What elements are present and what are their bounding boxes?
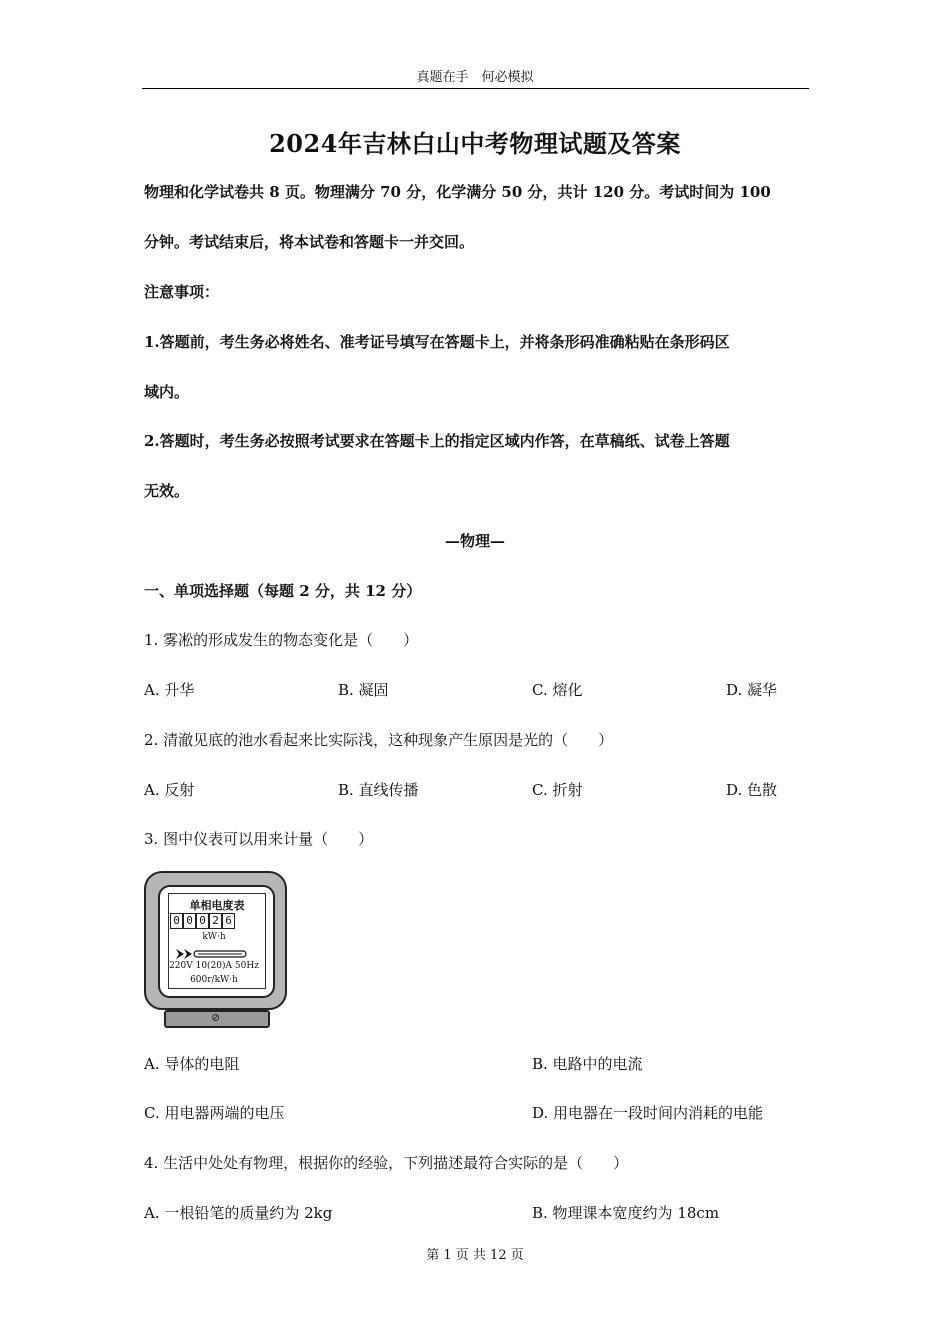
question-1-option-a: A. 升华 <box>144 681 195 699</box>
header-rule <box>142 88 809 89</box>
meter-disc-icon: ⊘ <box>211 1011 221 1024</box>
page-header: 真题在手 何必模拟 <box>416 70 534 85</box>
note-2-line-2: 无效。 <box>144 482 190 500</box>
question-4-option-a: A. 一根铅笔的质量约为 2kg <box>144 1204 333 1222</box>
question-3-stem: 3. 图中仪表可以用来计量（ ） <box>144 830 374 848</box>
question-2-option-c: C. 折射 <box>532 781 583 799</box>
question-1-stem: 1. 雾凇的形成发生的物态变化是（ ） <box>144 631 419 649</box>
question-3-option-a: A. 导体的电阻 <box>144 1055 240 1073</box>
question-1-option-d: D. 凝华 <box>726 681 778 699</box>
meter-digit: 0 <box>170 913 183 929</box>
notes-heading: 注意事项： <box>144 283 220 301</box>
question-1-option-c: C. 熔化 <box>532 681 583 699</box>
meter-spec-rating: 220V 10(20)A 50Hz <box>169 961 259 971</box>
meter-digit: 6 <box>222 913 235 929</box>
question-3-option-c: C. 用电器两端的电压 <box>144 1104 285 1122</box>
question-4-stem: 4. 生活中处处有物理，根据你的经验，下列描述最符合实际的是（ ） <box>144 1154 629 1172</box>
intro-line-2: 分钟。考试结束后，将本试卷和答题卡一并交回。 <box>144 233 475 251</box>
question-3-option-d: D. 用电器在一段时间内消耗的电能 <box>532 1104 764 1122</box>
meter-unit: kW·h <box>202 932 226 942</box>
page-footer: 第 1 页 共 12 页 <box>426 1248 524 1263</box>
question-3-option-b: B. 电路中的电流 <box>532 1055 643 1073</box>
intro-line-1: 物理和化学试卷共 8 页。物理满分 70 分，化学满分 50 分，共计 120 分。考试时间为 100 <box>144 183 771 201</box>
meter-digit: 0 <box>196 913 209 929</box>
question-2-option-a: A. 反射 <box>144 781 195 799</box>
electric-meter-figure <box>144 871 287 1010</box>
question-2-option-d: D. 色散 <box>726 781 778 799</box>
page-title: 2024年吉林白山中考物理试题及答案 <box>269 129 681 158</box>
meter-terminal-cover <box>164 1010 270 1028</box>
note-2-line-1: 2.答题时，考生务必按照考试要求在答题卡上的指定区域内作答，在草稿纸、试卷上答题 <box>144 432 730 450</box>
meter-counter <box>170 913 235 929</box>
question-4-option-b: B. 物理课本宽度约为 18cm <box>532 1204 720 1222</box>
question-1-option-b: B. 凝固 <box>338 681 389 699</box>
meter-disc-arrow-icon <box>176 948 256 960</box>
meter-digit: 2 <box>209 913 222 929</box>
part-heading: 一、单项选择题（每题 2 分，共 12 分） <box>144 582 422 600</box>
meter-digit: 0 <box>183 913 196 929</box>
note-1-line-1: 1.答题前，考生务必将姓名、准考证号填写在答题卡上，并将条形码准确粘贴在条形码区 <box>144 333 730 351</box>
note-1-line-2: 域内。 <box>144 383 190 401</box>
meter-spec-constant: 600r/kW·h <box>190 975 238 985</box>
subject-heading: —物理— <box>444 532 505 550</box>
question-2-option-b: B. 直线传播 <box>338 781 419 799</box>
meter-label: 单相电度表 <box>189 899 245 912</box>
question-2-stem: 2. 清澈见底的池水看起来比实际浅，这种现象产生原因是光的（ ） <box>144 731 614 749</box>
